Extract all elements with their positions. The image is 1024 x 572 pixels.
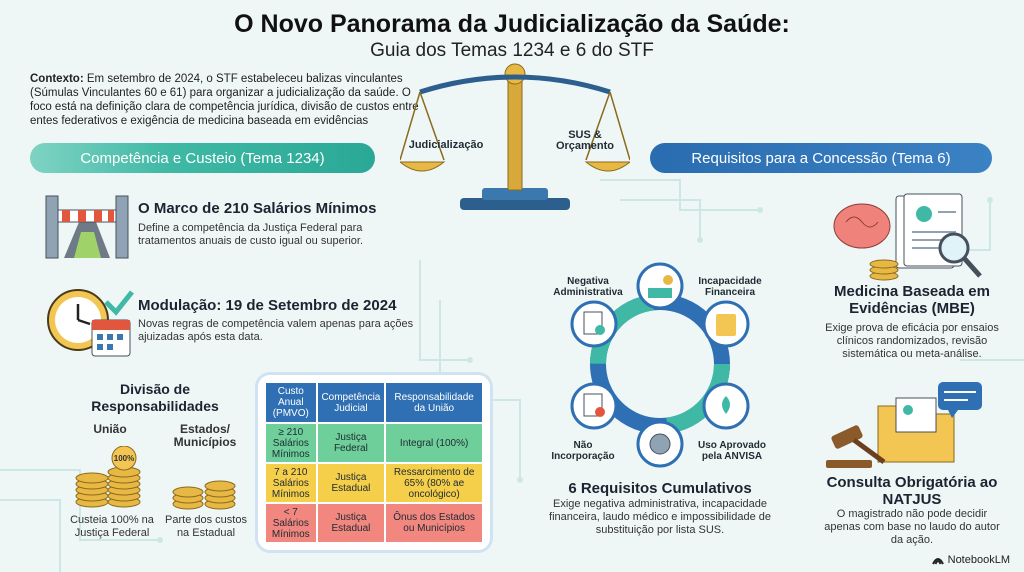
context-paragraph: [30, 72, 430, 128]
requisitos-title: 6 Requisitos Cumulativos: [568, 480, 752, 497]
table-cell: Justiça Estadual: [318, 464, 385, 502]
responsibility-table: [264, 381, 484, 544]
table-row: [266, 464, 482, 502]
coin-stack-small-icon: [170, 478, 240, 510]
req-incapacidade-financeira: Incapacidade Financeira: [698, 276, 762, 298]
req-nao-incorporacao: Não Incorporação: [551, 440, 615, 462]
section-pill-tema-6: Requisitos para a Concessão (Tema 6): [650, 143, 992, 173]
marco-text: Define a competência da Justiça Federal para tratamentos anuais de custo igual ou superior.: [138, 222, 364, 247]
table-header-responsabilidade: Responsabilidade da União: [386, 383, 482, 422]
footer-brand: [932, 554, 1010, 566]
table-cell: Justiça Estadual: [318, 504, 385, 542]
page-title: O Novo Panorama da Judicialização da Saúde:: [234, 10, 790, 38]
notebooklm-logo-icon: [932, 554, 944, 566]
uniao-label: União: [93, 422, 127, 436]
table-cell: Ressarcimento de 65% (80% ae oncológico): [386, 464, 482, 502]
divisao-title: Divisão de Responsabilidades: [91, 381, 219, 414]
uniao-text: Custeia 100% na Justiça Federal: [70, 514, 154, 539]
gavel-folder-icon: [826, 382, 986, 470]
estados-label: Estados/ Municípios: [173, 422, 237, 449]
section-pill-tema-1234: Competência e Custeio (Tema 1234): [30, 143, 375, 173]
natjus-title: Consulta Obrigatória ao NATJUS: [826, 474, 998, 508]
modulacao-text: Novas regras de competência valem apenas para ações ajuizadas após esta data.: [138, 318, 414, 343]
requisitos-text: Exige negativa administrativa, incapacidade financeira, laudo médico e impossibilidade de substituição por lista SUS.: [549, 498, 771, 536]
modulacao-title: Modulação: 19 de Setembro de 2024: [138, 297, 397, 314]
marco-title: O Marco de 210 Salários Mínimos: [138, 200, 377, 217]
responsibility-table-card: [258, 375, 490, 550]
table-cell: Ônus dos Estados ou Municípios: [386, 504, 482, 542]
table-cell: Justiça Federal: [318, 424, 385, 462]
brain-document-magnifier-icon: [826, 192, 986, 282]
context-text: Em setembro de 2024, o STF estabeleceu balizas vinculantes (Súmulas Vinculantes 60 e 61) para organizar a judicialização da saúde. O foco está na definição clara de competência jurídica, divisão de custos entre entes federativos e exigência de medicina baseada em evidências: [30, 73, 419, 127]
table-header-competencia: Competência Judicial: [318, 383, 385, 422]
req-negativa-administrativa: Negativa Administrativa: [553, 276, 623, 298]
table-cell: Integral (100%): [386, 424, 482, 462]
table-header-custo: Custo Anual (PMVO): [266, 383, 316, 422]
page-subtitle: Guia dos Temas 1234 e 6 do STF: [370, 40, 654, 61]
table-cell: < 7 Salários Mínimos: [266, 504, 316, 542]
road-barrier-icon: [44, 192, 130, 262]
natjus-text: O magistrado não pode decidir apenas com base no laudo do autor da ação.: [824, 508, 1000, 546]
context-label: Contexto:: [30, 73, 84, 85]
scale-right-label: SUS & Orçamento: [555, 129, 615, 152]
mbe-text: Exige prova de eficácia por ensaios clínicos randomizados, revisão sistemática ou meta-análise.: [825, 322, 999, 360]
uniao-badge: 100%: [113, 454, 135, 463]
table-cell: 7 a 210 Salários Mínimos: [266, 464, 316, 502]
req-uso-aprovado-anvisa: Uso Aprovado pela ANVISA: [698, 440, 766, 462]
table-cell: ≥ 210 Salários Mínimos: [266, 424, 316, 462]
scale-left-label: Judicialização: [408, 139, 484, 151]
table-row: [266, 424, 482, 462]
footer-brand-label: NotebookLM: [947, 554, 1010, 566]
coin-stack-large-icon: [70, 446, 150, 510]
table-row: [266, 504, 482, 542]
mbe-title: Medicina Baseada em Evidências (MBE): [834, 283, 990, 317]
clock-calendar-icon: [44, 284, 134, 360]
estados-text: Parte dos custos na Estadual: [165, 514, 247, 539]
